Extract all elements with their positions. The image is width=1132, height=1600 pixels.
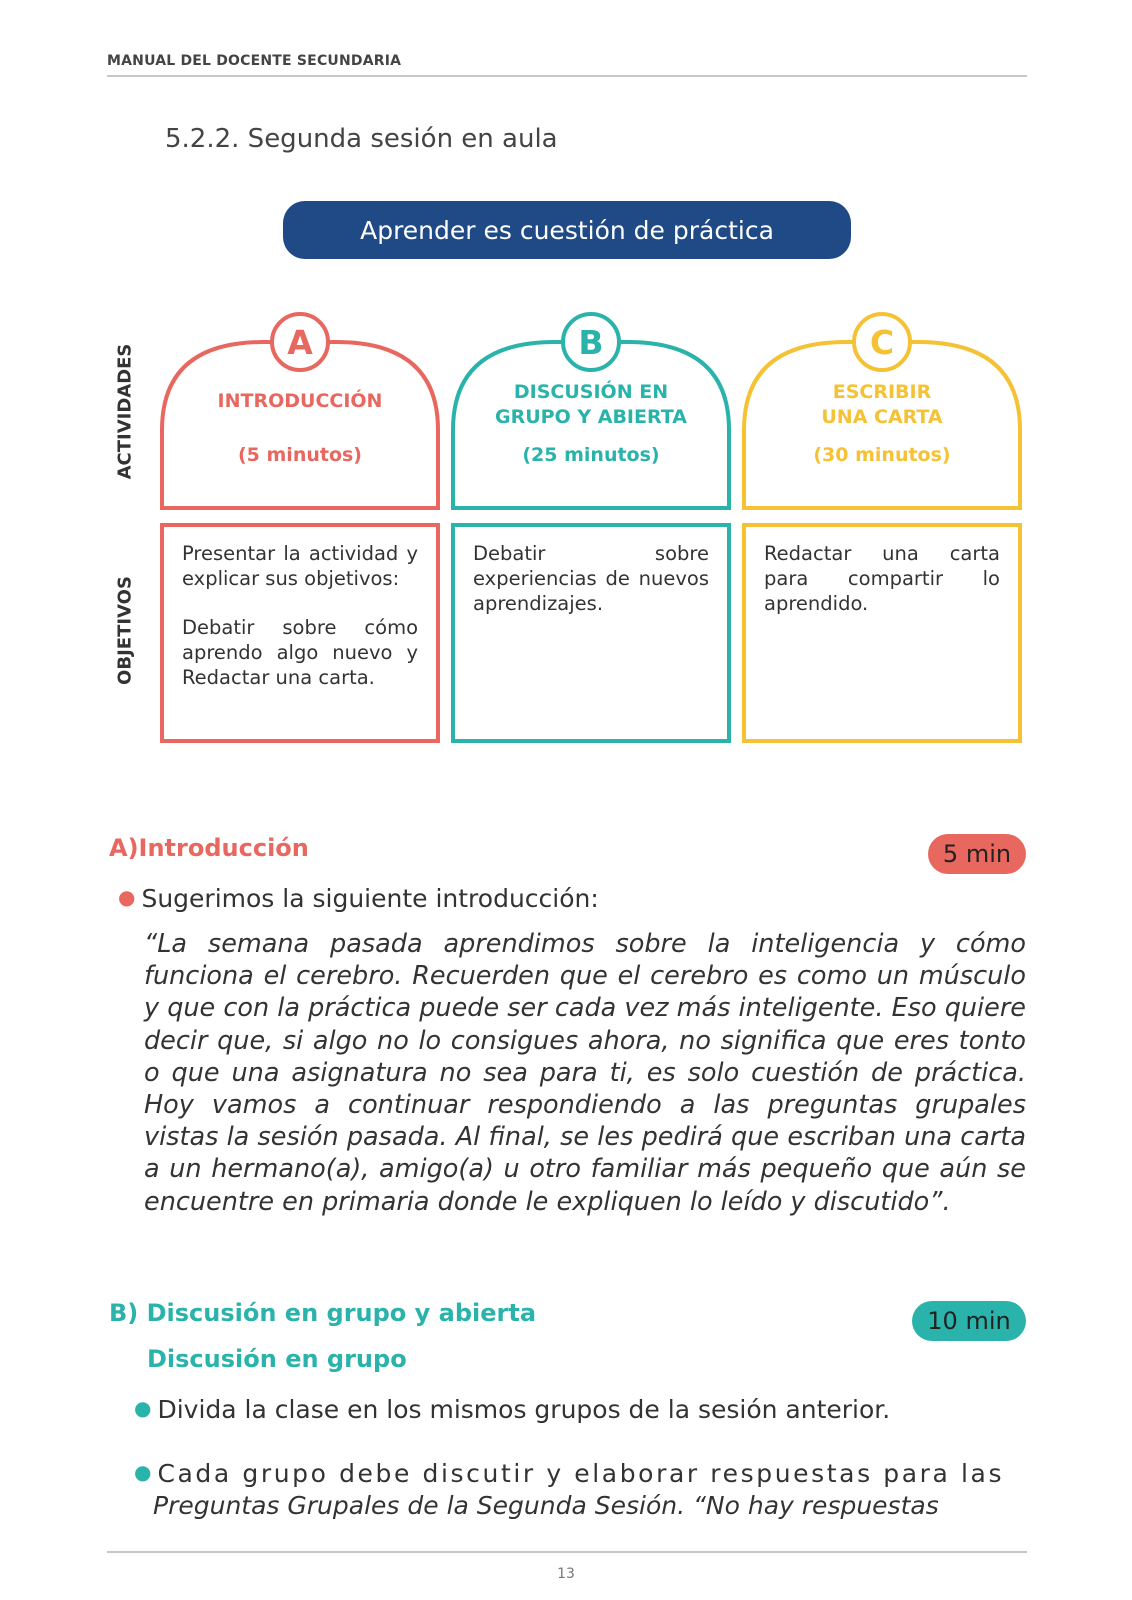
running-header: MANUAL DEL DOCENTE SECUNDARIA <box>107 53 402 69</box>
section-title: 5.2.2. Segunda sesión en aula <box>165 124 558 154</box>
activities-label: ACTIVIDADES <box>114 343 136 480</box>
part-b-bullet-1-text: Divida la clase en los mismos grupos de la sesión anterior. <box>157 1395 891 1424</box>
part-b-bullet-2-continuation: Preguntas Grupales de la Segunda Sesión. “No hay respuestas <box>153 1491 939 1520</box>
part-b-subheading: Discusión en grupo <box>147 1345 407 1373</box>
activity-duration-a: (5 minutos) <box>237 444 362 466</box>
activity-title-b-line-1: DISCUSIÓN EN <box>513 381 669 403</box>
activity-title-c-line-1: ESCRIBIR <box>832 381 932 403</box>
page-number: 13 <box>557 1566 575 1582</box>
part-b-bullet-1 <box>134 1395 890 1424</box>
objective-box-a <box>160 523 440 743</box>
part-b-bullet-2 <box>134 1459 1026 1488</box>
bullet-dot-icon: ● <box>118 885 136 909</box>
objectives-label: OBJETIVOS <box>114 576 136 685</box>
activity-title-b <box>451 380 731 430</box>
letter-b: B <box>578 323 604 362</box>
letter-a: A <box>287 323 313 362</box>
bullet-dot-icon: ● <box>134 1460 152 1484</box>
objective-box-c <box>742 523 1022 743</box>
objective-a-paragraph-1: Presentar la actividad y explicar sus objetivos: <box>182 542 418 590</box>
activity-duration-c: (30 minutos) <box>813 444 951 466</box>
bullet-dot-icon: ● <box>134 1396 152 1420</box>
activity-duration-b: (25 minutos) <box>522 444 660 466</box>
introduction-quote: “La semana pasada aprendimos sobre la inteligencia y cómo funciona el cerebro. Recuerden que el cerebro es como un músculo y que con la práctica puede ser cada vez más inteligente. Eso quiere decir que, si algo no lo consigues ahora, no significa que eres tonto o que una asignatura no sea para ti, es solo cuestión de práctica. Hoy vamos a continuar respondiendo a las preguntas grupales vistas la sesión pasada. Al final, se les pedirá que escriban una carta a un hermano(a), amigo(a) u otro familiar más pequeño que aún se encuentre en primaria donde le expliquen lo leído y discutido”. <box>144 929 1026 1217</box>
banner-text: Aprender es cuestión de práctica <box>360 215 774 245</box>
part-a-time-badge <box>928 834 1026 874</box>
objective-b-paragraph-1: Debatir sobre experiencias de nuevos aprendizajes. <box>473 542 709 615</box>
objective-box-b <box>451 523 731 743</box>
objective-a-paragraph-2: Debatir sobre cómo aprendo algo nuevo y Redactar una carta. <box>182 616 418 689</box>
letter-c: C <box>869 323 895 362</box>
objective-c-paragraph-1: Redactar una carta para compartir lo aprendido. <box>764 542 1000 615</box>
activity-title-b-line-2: GRUPO Y ABIERTA <box>495 406 687 428</box>
session-banner <box>283 201 851 259</box>
part-b-time-badge <box>912 1301 1026 1341</box>
part-a-heading: A)Introducción <box>109 834 309 862</box>
activity-title-a: INTRODUCCIÓN <box>217 390 383 412</box>
footer-rule <box>107 1551 1027 1553</box>
part-b-time: 10 min <box>927 1307 1011 1335</box>
activity-title-c <box>742 380 1022 430</box>
part-a-time: 5 min <box>942 840 1012 868</box>
part-b-bullet-2-text: Cada grupo debe discutir y elaborar respuestas para las <box>157 1459 1005 1488</box>
part-b-heading: B) Discusión en grupo y abierta <box>109 1299 537 1327</box>
part-a-bullet <box>118 884 599 913</box>
header-rule <box>107 75 1027 77</box>
part-a-bullet-text: Sugerimos la siguiente introducción: <box>141 884 599 913</box>
activity-title-c-line-2: UNA CARTA <box>821 406 943 428</box>
